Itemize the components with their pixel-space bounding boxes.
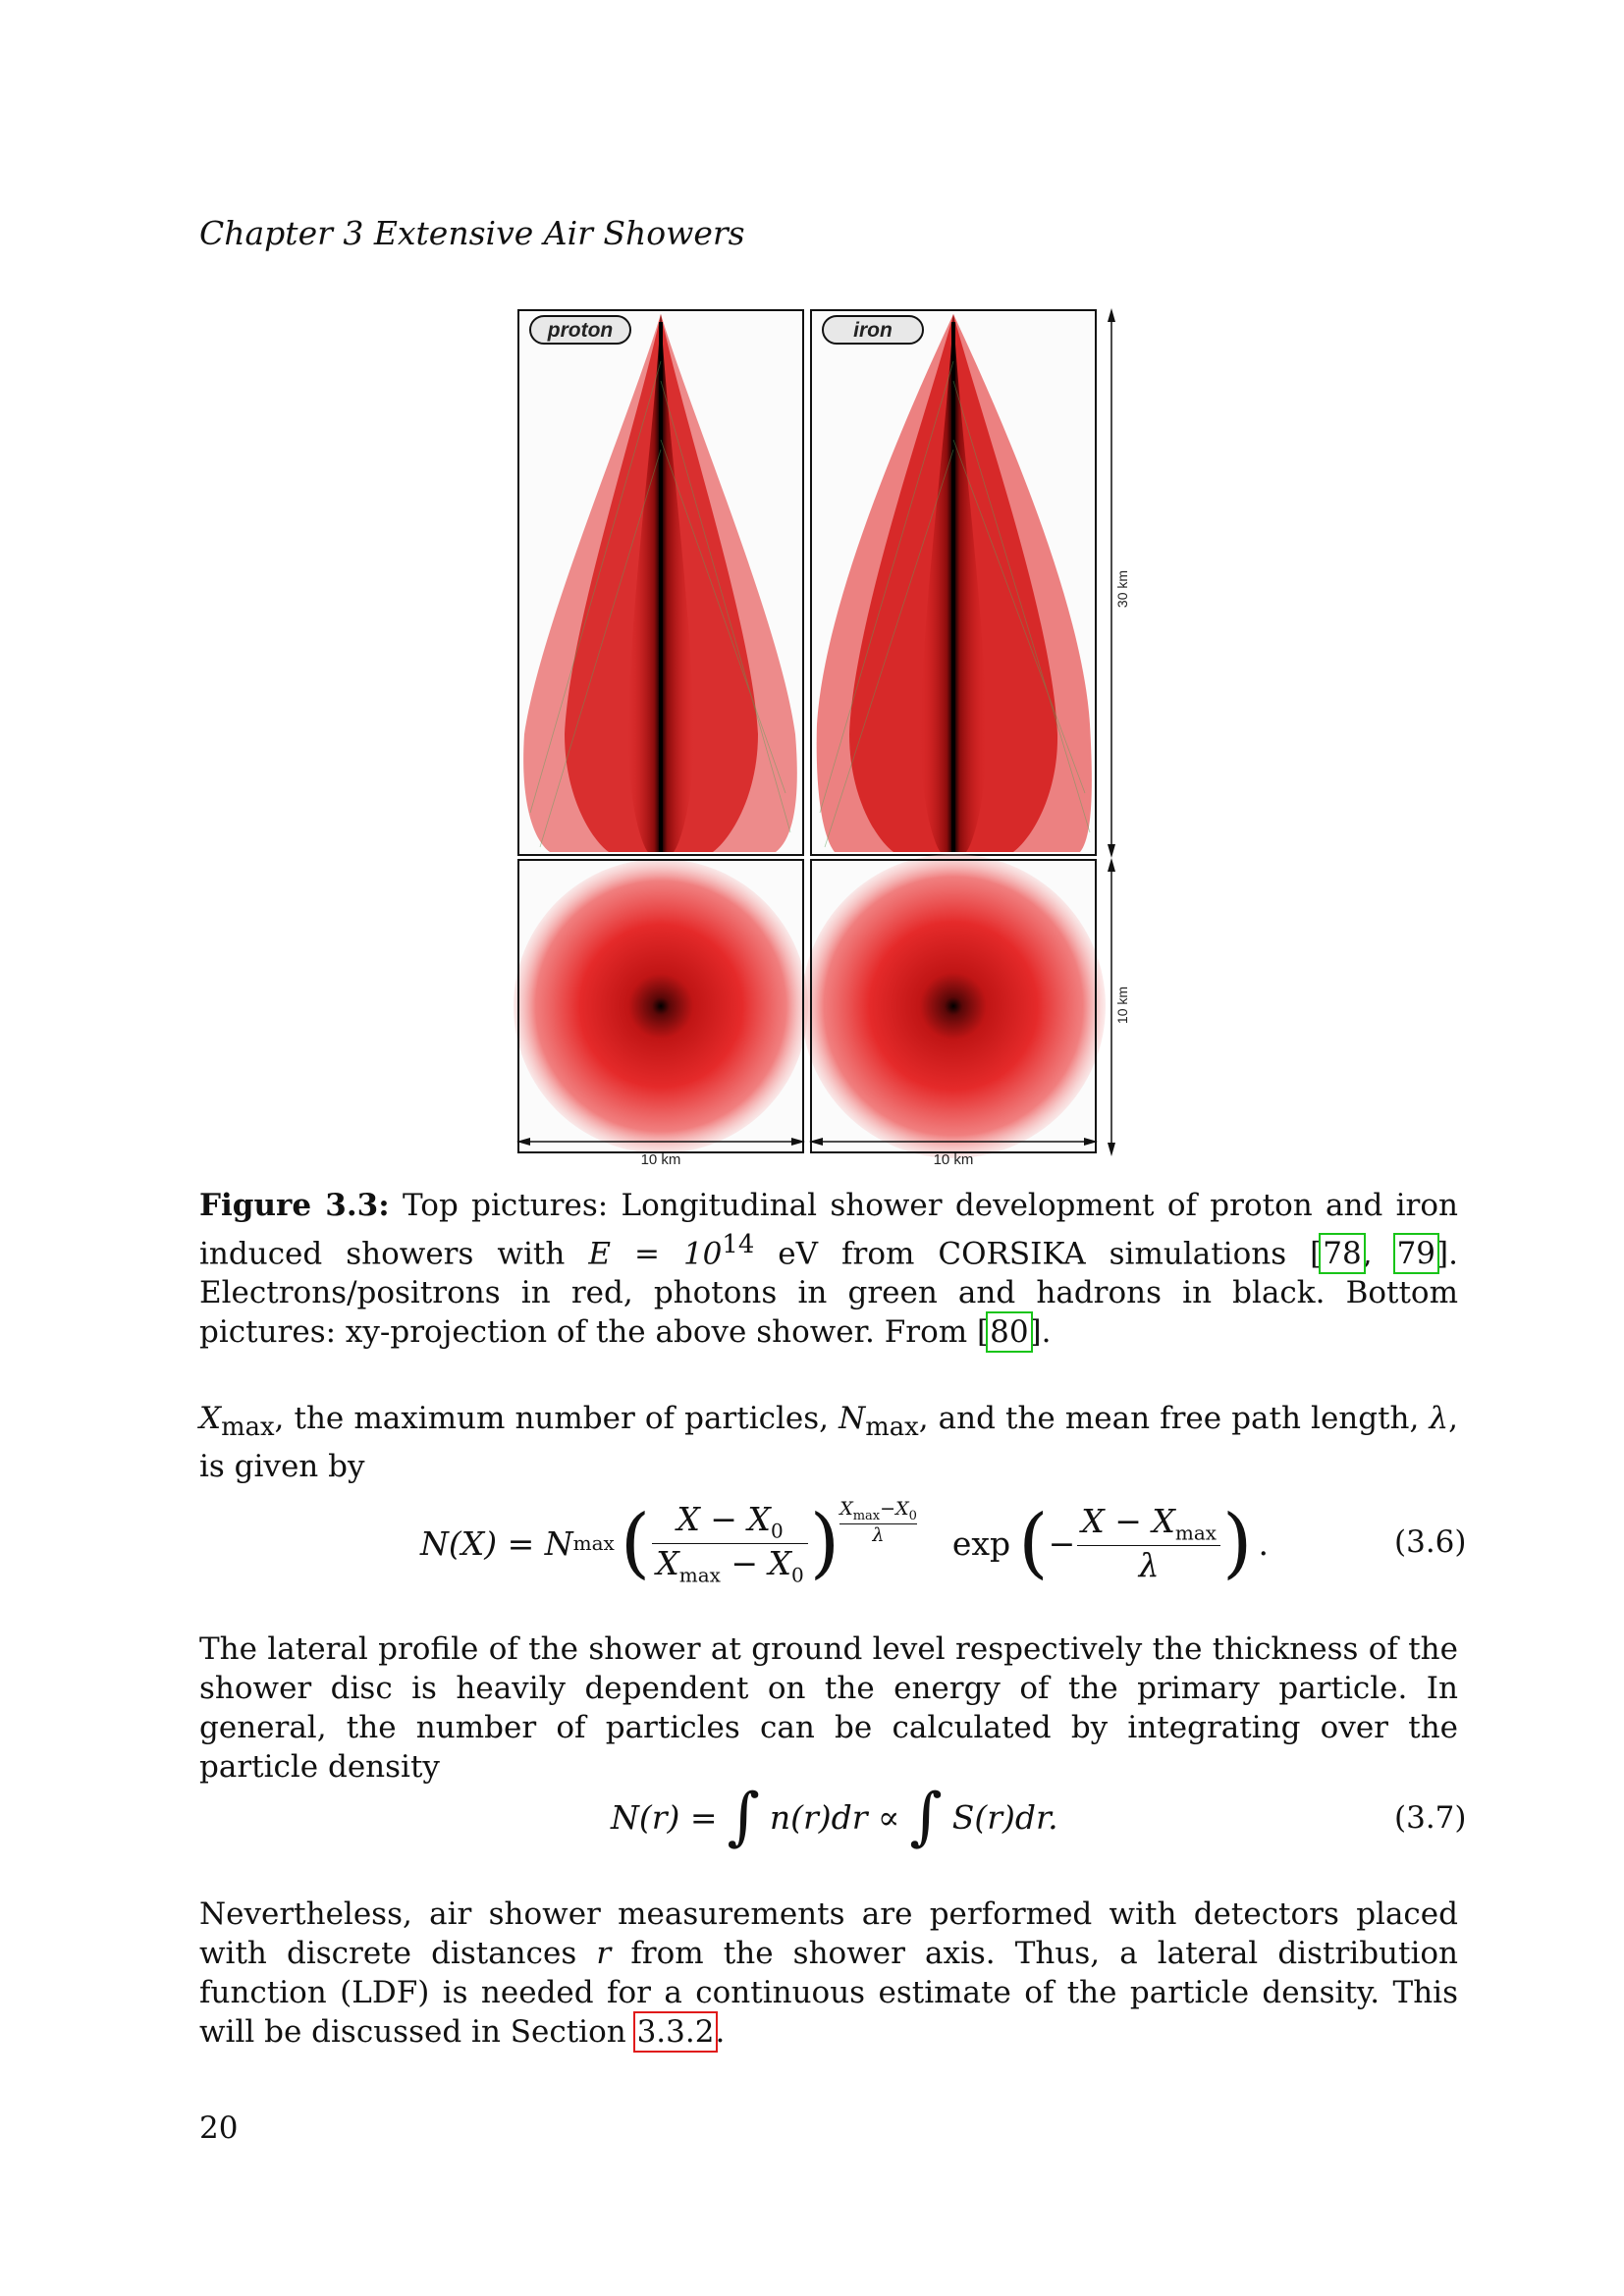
running-header: Chapter 3 Extensive Air Showers	[199, 214, 745, 252]
proton-label	[530, 316, 630, 344]
figure-caption: Figure 3.3: Top pictures: Longitudinal shower development of proton and iron induced showers with $E = 10^{14}$ eV from CORSIKA simulations [78, 79]. Electrons/positrons in red, photons in green and hadrons in black. Bottom pictures: xy-projection of the above shower. From [80].	[199, 1188, 1458, 1351]
equation-3-6: N(X) = N max ( $X - X_0$ $X_{max} - X_0$ ) $X_{max}-X_0$ λ exp ( − $X - X_{max}$ λ ) .	[420, 1498, 1269, 1587]
equation-number-3-7: (3.7)	[1394, 1800, 1467, 1836]
paragraph-intro: $X_{max}$, the maximum number of particles, $N_{max}$, and the mean free path length, λ, is given by	[199, 1401, 1458, 1485]
citation-link[interactable]: 80	[990, 1314, 1029, 1351]
equation-number-3-6: (3.6)	[1394, 1524, 1467, 1560]
vertical-scale-top-label: 30 km	[1114, 569, 1130, 609]
shower-figure	[511, 302, 1139, 1166]
figure-label: Figure 3.3:	[199, 1188, 390, 1223]
vertical-scale-bottom-label: 10 km	[1114, 986, 1130, 1025]
citation-link[interactable]: 78	[1323, 1236, 1362, 1272]
horizontal-scale-right-label: 10 km	[933, 1151, 974, 1166]
proton-longitudinal-panel	[518, 310, 803, 855]
horizontal-scale-left-label: 10 km	[640, 1151, 681, 1166]
paragraph-ldf: Nevertheless, air shower measurements are performed with detectors placed with discrete distances r from the shower axis. Thus, a lateral distribution function (LDF) is needed for a continuous estimate of the particle density. This will be discussed in Section 3.3.2.	[199, 1896, 1459, 2050]
proton-xy-disc	[514, 859, 808, 1153]
page-number: 20	[199, 2110, 239, 2146]
section-link[interactable]: 3.3.2	[636, 2014, 715, 2050]
equation-3-7: N(r) = ∫ n(r)dr ∝ ∫ S(r)dr.	[611, 1781, 1058, 1853]
citation-link[interactable]: 79	[1396, 1236, 1436, 1272]
svg-text:proton: proton	[547, 319, 614, 342]
iron-xy-disc	[801, 854, 1106, 1158]
paragraph-lateral-profile: The lateral profile of the shower at ground level respectively the thickness of the shower disc is heavily dependent on the energy of the primary particle. In general, the number of particles can be calculated by integrating over the particle density	[199, 1631, 1458, 1785]
iron-label	[823, 316, 923, 344]
iron-longitudinal-panel	[811, 310, 1096, 855]
svg-text:iron: iron	[853, 319, 893, 342]
